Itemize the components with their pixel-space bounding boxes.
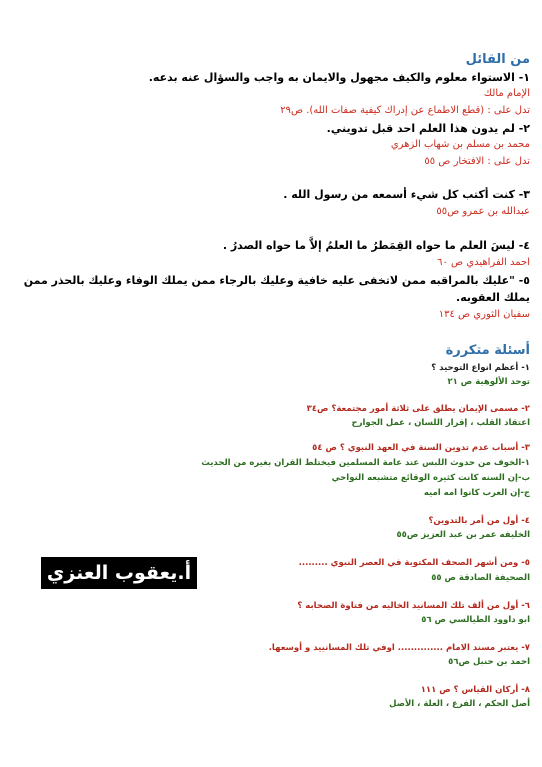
quote-1: ١- الاستواء معلوم والكيف مجهول والايمان به واجب والسؤال عنه بدعه. bbox=[148, 71, 530, 84]
answer-3-a: ١-الخوف من حدوث اللبس عند عامة المسلمين فيختلط القران بغيره من الحديث bbox=[201, 458, 530, 468]
answer-6: ابو داوود الطيالسي ص ٥٦ bbox=[421, 615, 530, 625]
quote-5-author: سفيان الثوري ص ١٣٤ bbox=[438, 309, 530, 320]
quote-4-author: احمد الفراهيدي ص ٦٠ bbox=[437, 257, 530, 268]
section-heading-repeated-questions: أسئلة متكررة bbox=[445, 343, 530, 358]
author-badge: أ.يعقوب العنزي bbox=[41, 557, 197, 589]
quote-4: ٤- ليسَ العلم ما حواه القِمَطرُ ما العلمُ إلاَّ ما حواه الصدرُ . bbox=[222, 239, 530, 252]
question-5: ٥- ومن أشهر الصحف المكتوبة في العصر النبوي ......... bbox=[298, 558, 530, 568]
question-7: ٧- يعتبر مسند الامام .............. اوفي تلك المسانييد و أوسعها. bbox=[268, 643, 530, 653]
section-heading-quotes: من القائل bbox=[465, 52, 530, 67]
answer-2: اعتقاد القلب ، إقرار اللسان ، عمل الجوارح bbox=[351, 418, 530, 428]
question-1: ١- أعظم انواع التوحيد ؟ bbox=[431, 363, 530, 373]
question-6: ٦- أول من ألف تلك المسانيد الخاليه من فتاوة الصحابه ؟ bbox=[297, 601, 530, 611]
quote-5: ٥- "عليك بالمراقبه ممن لاتخفى عليه خافية وعليك بالرجاء ممن يملك الوفاء وعليك بالحذر ممن bbox=[23, 274, 530, 287]
quote-3-author: عبدالله بن عمرو ص٥٥ bbox=[436, 206, 530, 217]
answer-8: أصل الحكم ، الفرع ، العلة ، الأصل bbox=[389, 699, 530, 709]
answer-4: الخليفه عمر بن عبد العزيز ص٥٥ bbox=[396, 530, 530, 540]
quote-2: ٢- لم يدون هذا العلم احد قبل تدويني. bbox=[326, 122, 530, 135]
quote-2-note: تدل على : الافتخار ص ٥٥ bbox=[424, 156, 530, 167]
quote-1-note: تدل على : (قطع الاطماع عن إدراك كيفية صفات الله). ص٢٩ bbox=[280, 105, 530, 116]
question-8: ٨- أركان القياس ؟ ص ١١١ bbox=[420, 685, 530, 695]
answer-1: توحد الألوهية ص ٢١ bbox=[447, 377, 530, 387]
quote-1-author: الإمام مالك bbox=[483, 88, 530, 99]
question-2: ٢- مسمى الإيمان يطلق على ثلاثة أمور مجتمعة؟ ص٣٤ bbox=[306, 404, 530, 414]
question-4: ٤- أول من أمر بالتدوين؟ bbox=[428, 516, 530, 526]
answer-5: الصحيفة الصادقة ص ٥٥ bbox=[431, 573, 530, 583]
quote-5-cont: يملك العقوبه. bbox=[456, 291, 530, 304]
quote-2-author: محمد بن مسلم بن شهاب الزهري bbox=[390, 139, 530, 150]
quote-3: ٣- كنت أكتب كل شيء أسمعه من رسول الله . bbox=[283, 188, 530, 201]
answer-3-b: ب-إن السنه كانت كثيره الوقائع متشبعه النواحي bbox=[331, 473, 530, 483]
answer-7: احمد بن حنبل ص٥٦ bbox=[448, 657, 530, 667]
question-3: ٣- أسباب عدم تدوين السنة في العهد النبوي ؟ ص ٥٤ bbox=[312, 443, 530, 453]
answer-3-c: ج-إن العرب كانوا امه اميه bbox=[423, 488, 530, 498]
